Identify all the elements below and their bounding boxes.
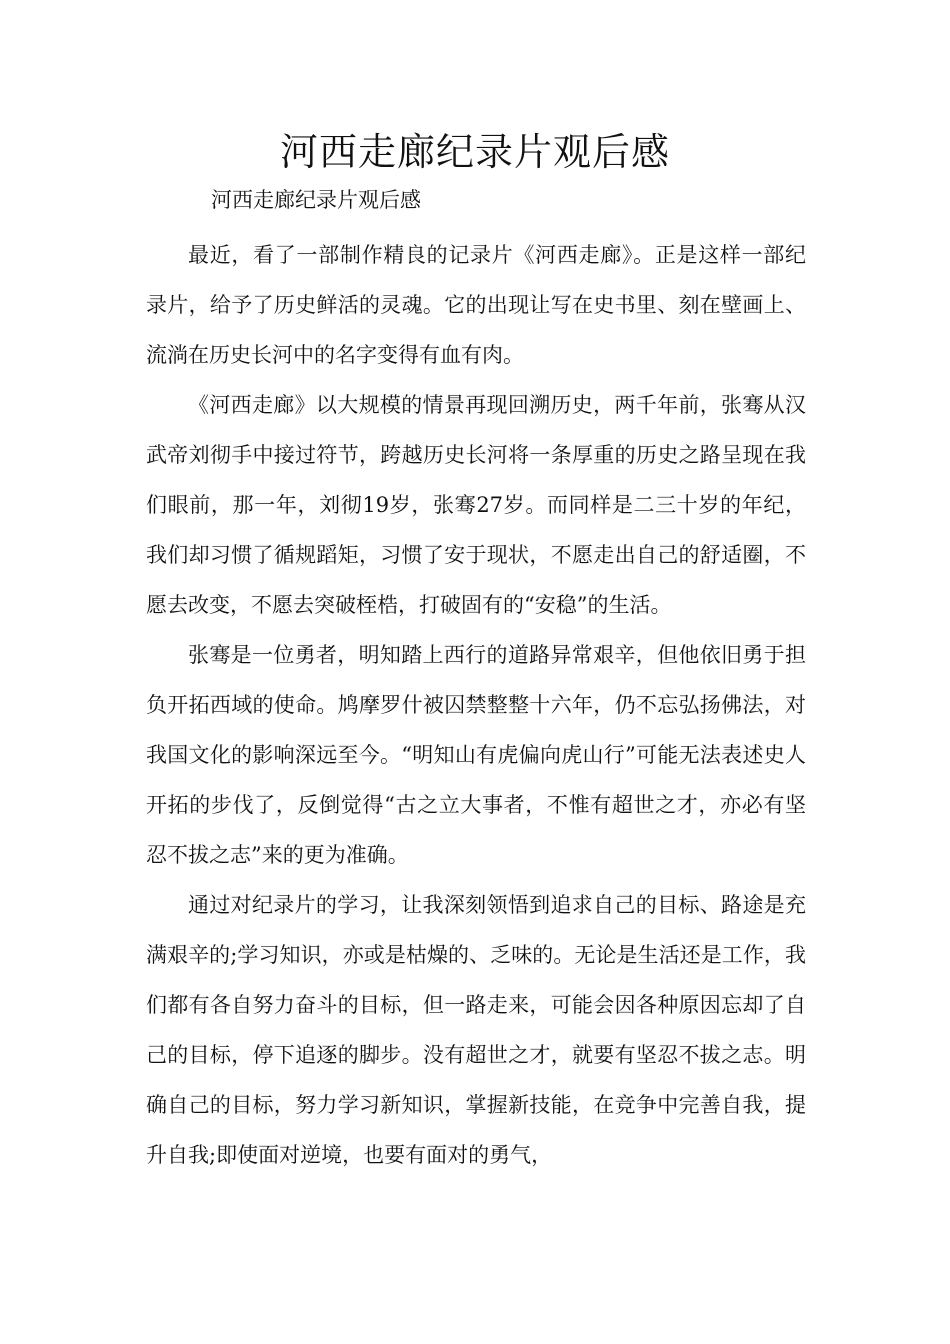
- paragraph-1: 最近，看了一部制作精良的记录片《河西走廊》。正是这样一部纪录片，给予了历史鲜活的灵魂。它的出现让写在史书里、刻在壁画上、流淌在历史长河中的名字变得有血有肉。: [146, 243, 806, 367]
- document-title: 河西走廊纪录片观后感: [279, 130, 670, 174]
- paragraph-4: 通过对纪录片的学习，让我深刻领悟到追求自己的目标、路途是充满艰辛的;学习知识，亦或是枯燥的、乏味的。无论是生活还是工作，我们都有各自努力奋斗的目标，但一路走来，可能会因各种原因忘却了自己的目标，停下追逐的脚步。没有超世之才，就要有坚忍不拔之志。明确自己的目标，努力学习新知识，掌握新技能，在竞争中完善自我，提升自我;即使面对逆境，也要有面对的勇气，: [146, 893, 806, 1167]
- paragraph-3: 张骞是一位勇者，明知踏上西行的道路异常艰辛，但他依旧勇于担负开拓西域的使命。鸠摩罗什被囚禁整整十六年，仍不忘弘扬佛法，对我国文化的影响深远至今。“明知山有虎偏向虎山行”可能无法表述史人开拓的步伐了，反倒觉得“古之立大事者，不惟有超世之才，亦必有坚忍不拔之志”来的更为准确。: [146, 643, 806, 867]
- paragraph-2: 《河西走廊》以大规模的情景再现回溯历史，两千年前，张骞从汉武帝刘彻手中接过符节，跨越历史长河将一条厚重的历史之路呈现在我们眼前，那一年，刘彻19岁，张骞27岁。而同样是二三十岁的年纪，我们却习惯了循规蹈矩，习惯了安于现状，不愿走出自己的舒适圈，不愿去改变，不愿去突破桎梏，打破固有的“安稳”的生活。: [146, 393, 806, 617]
- document-subtitle: 河西走廊纪录片观后感: [211, 188, 421, 212]
- document-body: [146, 230, 806, 1180]
